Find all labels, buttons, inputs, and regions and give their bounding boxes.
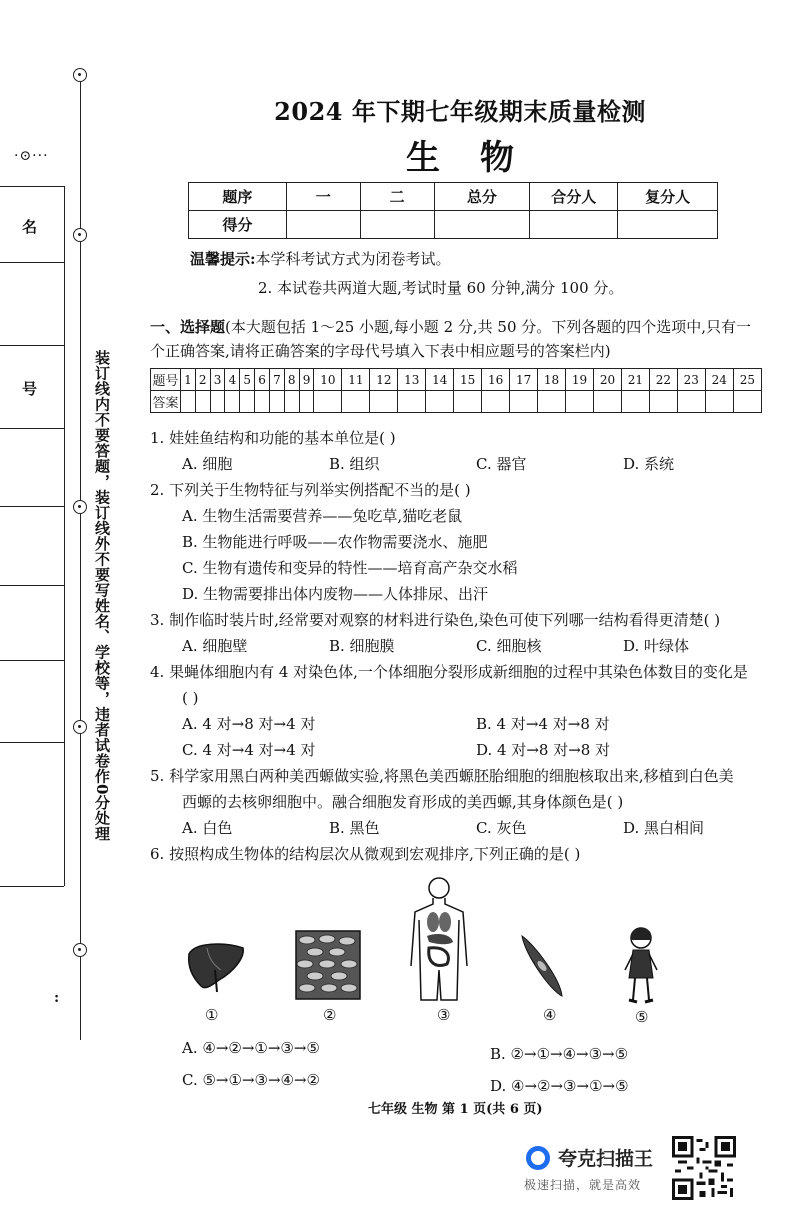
binding-hole-icon — [73, 943, 87, 957]
option-a[interactable]: A. 细胞 — [182, 455, 233, 473]
question-6-figures — [175, 870, 695, 1030]
score-table-header-row — [189, 183, 718, 211]
question-stem-continued: ( ) — [182, 689, 199, 707]
answer-number-cell: 4 — [225, 369, 240, 391]
answer-fill-cell[interactable] — [195, 391, 210, 413]
score-entry[interactable] — [618, 211, 718, 239]
question-options — [150, 711, 770, 737]
answer-fill-cell[interactable] — [593, 391, 621, 413]
answer-number-cell: 24 — [705, 369, 733, 391]
answer-number-cell: 13 — [398, 369, 426, 391]
answer-number-cell: 7 — [269, 369, 284, 391]
answer-number-cell: 16 — [482, 369, 510, 391]
option-a[interactable]: A. 细胞壁 — [182, 637, 248, 655]
answer-number-cell: 17 — [510, 369, 538, 391]
answer-fill-cell[interactable] — [733, 391, 761, 413]
option-c[interactable]: C. 细胞核 — [476, 637, 542, 655]
question-6-option-row — [182, 1032, 662, 1064]
question-6 — [150, 841, 770, 867]
answer-number-cell: 5 — [240, 369, 255, 391]
question-3 — [150, 607, 770, 659]
option-c[interactable]: C. 生物有遗传和变异的特性——培育高产杂交水稻 — [182, 559, 518, 577]
answer-fill-cell[interactable] — [284, 391, 299, 413]
option-a[interactable]: A. 白色 — [182, 819, 233, 837]
subject-title: 生物 — [406, 138, 554, 178]
margin-rule — [0, 742, 64, 743]
score-entry[interactable] — [360, 211, 434, 239]
question-options — [150, 737, 770, 763]
section-1-instruction: (本大题包括 1～25 小题,每小题 2 分,共 50 分。下列各题的四个选项中,只有一个正确答案,请将正确答案的字母代号填入下表中相应题号的答案栏内) — [150, 318, 752, 360]
tip-label: 温馨提示: — [190, 250, 256, 268]
section-1-title: 一、选择题 — [150, 318, 226, 336]
margin-rule — [0, 186, 64, 187]
answer-fill-row — [151, 391, 762, 413]
answer-fill-cell[interactable] — [510, 391, 538, 413]
question-stem: 4. 果蝇体细胞内有 4 对染色体,一个体细胞分裂形成新细胞的过程中其染色体数目的变化是 — [150, 663, 748, 681]
answer-number-cell: 19 — [566, 369, 594, 391]
scanner-logo-icon — [526, 1146, 550, 1170]
answer-number-cell: 14 — [426, 369, 454, 391]
answer-fill-cell[interactable] — [314, 391, 342, 413]
question-6-options — [182, 1032, 662, 1096]
option-d[interactable]: D. 黑白相间 — [623, 819, 705, 837]
answer-fill-cell[interactable] — [677, 391, 705, 413]
question-stem-continued: 西螈的去核卵细胞中。融合细胞发育形成的美西螈,其身体颜色是( ) — [182, 793, 624, 811]
score-cell: 二 — [360, 183, 434, 211]
tip-line-1 — [190, 248, 451, 269]
margin-rule — [0, 428, 64, 429]
answer-number-cell: 21 — [621, 369, 649, 391]
liver-icon — [185, 940, 247, 996]
option-c[interactable]: C. ⑤→①→③→④→② — [182, 1071, 320, 1089]
question-options — [150, 815, 770, 841]
child-icon — [621, 926, 661, 1006]
answer-number-cell: 22 — [649, 369, 677, 391]
question-1 — [150, 425, 770, 477]
answer-fill-cell[interactable] — [370, 391, 398, 413]
option-d[interactable]: D. ④→②→③→①→⑤ — [490, 1077, 629, 1095]
score-cell: 合分人 — [530, 183, 618, 211]
margin-rule — [0, 345, 64, 346]
figure-label-3: ③ — [437, 1006, 451, 1024]
answer-number-cell: 9 — [299, 369, 314, 391]
answer-fill-cell[interactable] — [181, 391, 196, 413]
binding-margin — [0, 0, 120, 1080]
tip-line-2: 2. 本试卷共两道大题,考试时量 60 分钟,满分 100 分。 — [258, 279, 624, 297]
exam-title: 2024 年下期七年级期末质量检测 — [274, 97, 646, 126]
answer-number-cell: 15 — [454, 369, 482, 391]
tissue-icon — [295, 930, 361, 1000]
question-stem: 5. 科学家用黑白两种美西螈做实验,将黑色美西螈胚胎细胞的细胞核取出来,移植到白色美 — [150, 767, 734, 785]
binding-warning: 装订线内不要答题，装订线外不要写姓名、学校等，违者试卷作0分处理 — [93, 350, 111, 842]
page-footer: 七年级 生物 第 1 页(共 6 页) — [368, 1102, 543, 1117]
option-c[interactable]: C. 4 对→4 对→4 对 — [182, 741, 316, 759]
margin-rule — [0, 262, 64, 263]
question-options — [150, 633, 770, 659]
binding-hole-icon — [73, 228, 87, 242]
score-entry[interactable] — [530, 211, 618, 239]
scanner-name: 夸克扫描王 — [558, 1148, 654, 1170]
answer-number-cell: 8 — [284, 369, 299, 391]
answer-fill-cell[interactable] — [482, 391, 510, 413]
number-label: 号 — [22, 380, 38, 398]
answer-number-cell: 6 — [255, 369, 270, 391]
answer-fill-cell[interactable] — [225, 391, 240, 413]
margin-rule — [0, 886, 64, 887]
binding-hole-icon — [73, 500, 87, 514]
question-stem: 2. 下列关于生物特征与列举实例搭配不当的是( ) — [150, 481, 471, 499]
option-d[interactable]: D. 4 对→8 对→8 对 — [476, 741, 611, 759]
score-entry[interactable] — [434, 211, 530, 239]
option-a[interactable]: A. ④→②→①→③→⑤ — [182, 1039, 320, 1057]
score-entry[interactable] — [286, 211, 360, 239]
answer-fill-cell[interactable] — [566, 391, 594, 413]
score-cell: 复分人 — [618, 183, 718, 211]
answer-fill-cell[interactable] — [210, 391, 225, 413]
option-d[interactable]: D. 叶绿体 — [623, 637, 690, 655]
scanner-watermark — [520, 1138, 670, 1196]
question-2 — [150, 477, 770, 607]
answer-number-cell: 10 — [314, 369, 342, 391]
answer-number-cell: 23 — [677, 369, 705, 391]
option-b[interactable]: B. ②→①→④→③→⑤ — [490, 1045, 629, 1063]
answer-number-row — [151, 369, 762, 391]
option-b[interactable]: B. 细胞膜 — [329, 637, 395, 655]
answer-row-label: 题号 — [151, 369, 181, 391]
answer-fill-cell[interactable] — [255, 391, 270, 413]
margin-rule — [0, 660, 64, 661]
binding-bottom-mark: : — [54, 990, 60, 1006]
option-d[interactable]: D. 生物需要排出体内废物——人体排尿、出汗 — [182, 585, 489, 603]
option-b[interactable]: B. 组织 — [329, 455, 380, 473]
name-label: 名 — [22, 218, 38, 236]
figure-label-1: ① — [205, 1006, 219, 1024]
answer-fill-cell[interactable] — [299, 391, 314, 413]
margin-vertical-rule — [64, 186, 65, 886]
option-b[interactable]: B. 4 对→4 对→8 对 — [476, 715, 610, 733]
figure-label-4: ④ — [543, 1006, 557, 1024]
answer-fill-cell[interactable] — [538, 391, 566, 413]
answer-fill-cell[interactable] — [649, 391, 677, 413]
question-stem: 1. 娃娃鱼结构和功能的基本单位是( ) — [150, 429, 396, 447]
option-c[interactable]: C. 灰色 — [476, 819, 527, 837]
muscle-cell-icon — [520, 934, 564, 998]
answer-fill-cell[interactable] — [426, 391, 454, 413]
question-6-option-row — [182, 1064, 662, 1096]
scanner-slogan: 极速扫描，就是高效 — [524, 1178, 642, 1192]
question-4 — [150, 659, 770, 763]
binding-hole-icon — [73, 720, 87, 734]
answer-fill-cell[interactable] — [398, 391, 426, 413]
answer-number-cell: 2 — [195, 369, 210, 391]
qr-code-icon — [672, 1136, 736, 1200]
answer-number-cell: 12 — [370, 369, 398, 391]
question-stem: 3. 制作临时装片时,经常要对观察的材料进行染色,染色可使下列哪一结构看得更清楚( ) — [150, 611, 721, 629]
score-cell: 总分 — [434, 183, 530, 211]
score-cell: 题序 — [189, 183, 287, 211]
answer-fill-cell[interactable] — [705, 391, 733, 413]
answer-table — [150, 368, 762, 413]
score-table-score-row — [189, 211, 718, 239]
answer-fill-cell[interactable] — [621, 391, 649, 413]
section-1-header — [150, 315, 765, 363]
answer-fill-cell[interactable] — [342, 391, 370, 413]
answer-number-cell: 1 — [181, 369, 196, 391]
option-a[interactable]: A. 生物生活需要营养——兔吃草,猫吃老鼠 — [182, 507, 463, 525]
margin-rule — [0, 506, 64, 507]
answer-row-label: 答案 — [151, 391, 181, 413]
figure-label-2: ② — [323, 1006, 337, 1024]
answer-number-cell: 3 — [210, 369, 225, 391]
question-options — [150, 451, 770, 477]
score-table — [188, 182, 718, 239]
score-row-label: 得分 — [189, 211, 287, 239]
question-stem: 6. 按照构成生物体的结构层次从微观到宏观排序,下列正确的是( ) — [150, 845, 581, 863]
margin-rule — [0, 585, 64, 586]
answer-fill-cell[interactable] — [454, 391, 482, 413]
figure-label-5: ⑤ — [635, 1008, 649, 1026]
answer-number-cell: 18 — [538, 369, 566, 391]
option-d[interactable]: D. 系统 — [623, 455, 675, 473]
binding-top-dots: ·⊙··· — [14, 148, 49, 164]
binding-line — [80, 75, 81, 1040]
human-system-icon — [407, 876, 471, 1004]
answer-fill-cell[interactable] — [269, 391, 284, 413]
answer-number-cell: 25 — [733, 369, 761, 391]
option-a[interactable]: A. 4 对→8 对→4 对 — [182, 715, 316, 733]
option-b[interactable]: B. 生物能进行呼吸——农作物需要浇水、施肥 — [182, 533, 488, 551]
score-cell: 一 — [286, 183, 360, 211]
question-list — [150, 425, 770, 867]
tip-text-1: 本学科考试方式为闭卷考试。 — [255, 250, 451, 268]
question-5 — [150, 763, 770, 841]
option-b[interactable]: B. 黑色 — [329, 819, 380, 837]
answer-number-cell: 20 — [593, 369, 621, 391]
option-c[interactable]: C. 器官 — [476, 455, 527, 473]
answer-number-cell: 11 — [342, 369, 370, 391]
answer-fill-cell[interactable] — [240, 391, 255, 413]
binding-hole-icon — [73, 68, 87, 82]
